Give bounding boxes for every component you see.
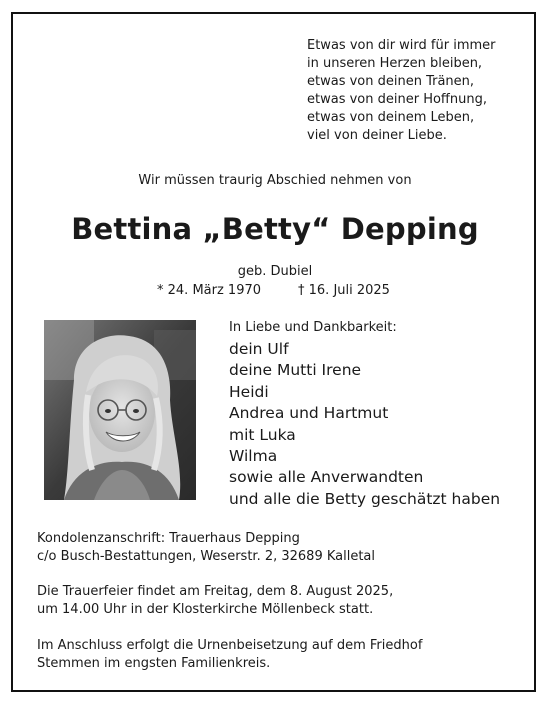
birth-date: * 24. März 1970 <box>157 283 262 298</box>
mourner: mit Luka <box>229 425 296 444</box>
mourners-list <box>229 339 500 510</box>
deceased-name: Bettina „Betty“ Depping <box>71 212 479 246</box>
mourner: dein Ulf <box>229 340 289 358</box>
condolence-line: c/o Busch-Bestattungen, Weserstr. 2, 32689 Kalletal <box>37 549 376 564</box>
condolence-line: Kondolenzanschrift: Trauerhaus Depping <box>37 531 300 546</box>
burial-line: Stemmen im engsten Familienkreis. <box>37 656 271 671</box>
poem-line: etwas von deiner Hoffnung, <box>307 92 487 107</box>
service-line: um 14.00 Uhr in der Klosterkirche Möllenbeck statt. <box>37 602 374 617</box>
mourner: deine Mutti Irene <box>229 361 362 380</box>
poem-line: etwas von deinem Leben, <box>307 110 475 125</box>
portrait-image <box>44 320 196 500</box>
mourner: Wilma <box>229 447 278 466</box>
poem-line: in unseren Herzen bleiben, <box>307 56 483 71</box>
mourner: Andrea und Hartmut <box>229 404 389 423</box>
service-info <box>37 583 393 619</box>
condolence-address <box>37 530 375 566</box>
birth-name: geb. Dubiel <box>237 264 313 279</box>
burial-info <box>37 637 422 673</box>
farewell-intro: Wir müssen traurig Abschied nehmen von <box>138 173 412 188</box>
mourner: Heidi <box>229 382 269 401</box>
poem <box>307 37 496 145</box>
service-line: Die Trauerfeier findet am Freitag, dem 8. August 2025, <box>37 584 394 599</box>
poem-line: Etwas von dir wird für immer <box>307 38 496 53</box>
portrait-photo <box>44 320 196 500</box>
mourners-intro: In Liebe und Dankbarkeit: <box>229 320 397 335</box>
burial-line: Im Anschluss erfolgt die Urnenbeisetzung auf dem Friedhof <box>37 638 423 653</box>
poem-line: viel von deiner Liebe. <box>307 128 447 143</box>
mourner: und alle die Betty geschätzt haben <box>229 489 501 508</box>
death-date: † 16. Juli 2025 <box>298 283 390 298</box>
poem-line: etwas von deinen Tränen, <box>307 74 475 89</box>
mourner: sowie alle Anverwandten <box>229 468 424 487</box>
